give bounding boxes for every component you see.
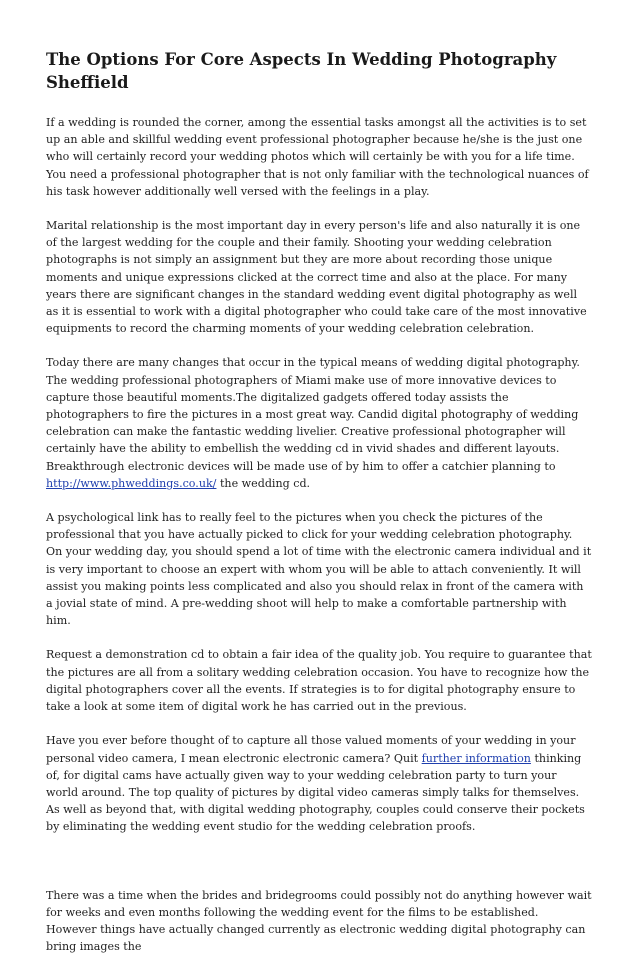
paragraph-6-text-a: Have you ever before thought of to capture all those valued moments of your wedding in your personal video camera, I mean electronic electronic camera? Quit [46,734,576,765]
paragraph-3 [46,354,592,492]
document-page [46,48,592,972]
further-information-link[interactable]: further information [421,751,531,765]
paragraph-5: Request a demonstration cd to obtain a fair idea of the quality job. You require to guarantee that the pictures are all from a solitary wedding celebration occasion. You have to recognize how the digital photographers cover all the events. If strategies is to for digital photography ensure to take a look at some item of digital work he has carried out in the previous. [46,648,592,714]
paragraph-2: Marital relationship is the most important day in every person's life and also naturally it is one of the largest wedding for the couple and their family. Shooting your wedding celebration photographs is not simply an assignment but they are more about recording those unique moments and unique expressions clicked at the correct time and also at the place. For many years there are significant changes in the standard wedding event digital photography as well as it is essential to work with a digital photographer who could take care of the most innovative equipments to record the charming moments of your wedding celebration celebration. [46,219,587,336]
paragraph-6 [46,732,592,835]
paragraph-7: There was a time when the brides and bridegrooms could possibly not do anything however wait for weeks and even months following the wedding event for the films to be established. However things have actually changed currently as electronic wedding digital photography can bring images the [46,888,592,954]
blank-spacer [46,853,592,887]
paragraph-3-text-a: Today there are many changes that occur in the typical means of wedding digital photography. The wedding professional photographers of Miami make use of more innovative devices to capture those beautiful moments.The digitalized gadgets offered today assists the photographers to fire the pictures in a most great way. Candid digital photography of wedding celebration can make the fantastic wedding livelier. Creative professional photographer will certainly have the ability to embellish the wedding cd in vivid shades and different layouts. Breakthrough electronic devices will be made use of by him to offer a catchier planning to [46,356,580,473]
phweddings-link[interactable]: http://www.phweddings.co.uk/ [46,476,217,490]
document-title: The Options For Core Aspects In Wedding Photography Sheffield [46,50,557,92]
paragraph-3-text-b: the wedding cd. [216,476,311,490]
paragraph-6-text-b: thinking of, for digital cams have actually given way to your wedding celebration party to turn your world around. The top quality of pictures by digital video cameras simply talks for themselves. As well as beyond that, with digital wedding photography, couples could conserve their pockets by eliminating the wedding event studio for the wedding celebration proofs. [46,751,585,834]
paragraph-4: A psychological link has to really feel to the pictures when you check the pictures of the professional that you have actually picked to click for your wedding celebration photography. On your wedding day, you should spend a lot of time with the electronic camera individual and it is very important to choose an expert with whom you will be able to attach conveniently. It will assist you making points less complicated and also you should relax in front of the camera with a jovial state of mind. A pre-wedding shoot will help to make a comfortable partnership with him. [46,511,592,628]
paragraph-1: If a wedding is rounded the corner, among the essential tasks amongst all the activities is to set up an able and skillful wedding event professional photographer because he/she is the just one who will certainly record your wedding photos which will certainly be with you for a life time. You need a professional photographer that is not only familiar with the technological nuances of his task however additionally well versed with the feelings in a play. [46,116,589,198]
